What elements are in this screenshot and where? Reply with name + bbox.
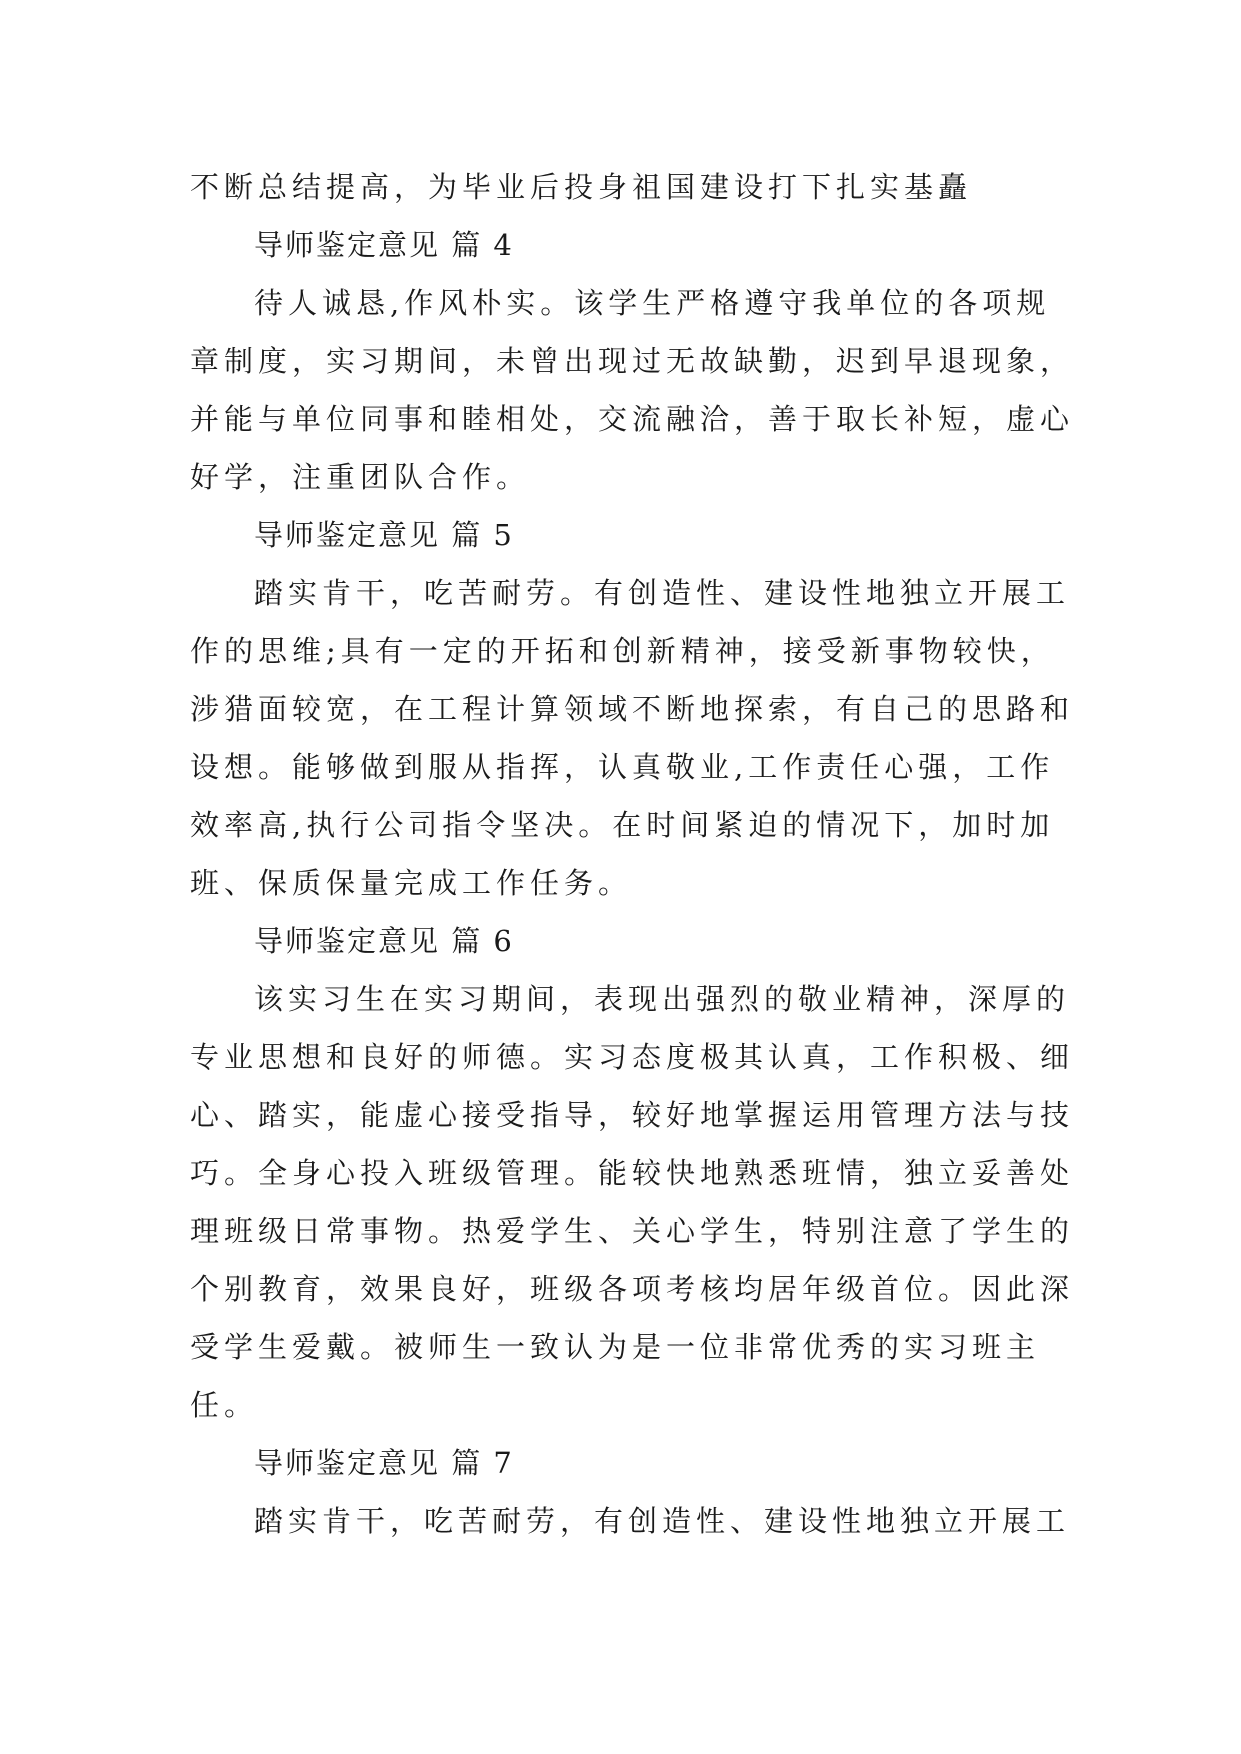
paragraph-line: 该实习生在实习期间，表现出强烈的敬业精神，深厚的 xyxy=(254,982,1071,1016)
paragraph-line: 待人诚恳,作风朴实。该学生严格遵守我单位的各项规 xyxy=(254,286,1051,320)
section-heading: 导师鉴定意见 篇 4 xyxy=(254,228,514,262)
paragraph-line: 并能与单位同事和睦相处，交流融洽，善于取长补短，虚心 xyxy=(190,402,1075,436)
paragraph-line: 好学，注重团队合作。 xyxy=(190,460,531,494)
paragraph-line: 不断总结提高，为毕业后投身祖国建设打下扎实基矗 xyxy=(190,170,973,204)
paragraph-line: 任。 xyxy=(190,1388,259,1422)
paragraph-line: 作的思维;具有一定的开拓和创新精神，接受新事物较快， xyxy=(190,634,1055,668)
section-heading: 导师鉴定意见 篇 5 xyxy=(254,518,514,552)
section-heading: 导师鉴定意见 篇 7 xyxy=(254,1446,514,1480)
paragraph-line: 章制度，实习期间，未曾出现过无故缺勤，迟到早退现象， xyxy=(190,344,1075,378)
paragraph-line: 涉猎面较宽，在工程计算领域不断地探索，有自己的思路和 xyxy=(190,692,1075,726)
paragraph-line: 理班级日常事物。热爱学生、关心学生，特别注意了学生的 xyxy=(190,1214,1075,1248)
paragraph-line: 心、踏实，能虚心接受指导，较好地掌握运用管理方法与技 xyxy=(190,1098,1075,1132)
paragraph-line: 班、保质保量完成工作任务。 xyxy=(190,866,633,900)
document-body xyxy=(190,158,1075,1550)
paragraph-line: 个别教育，效果良好，班级各项考核均居年级首位。因此深 xyxy=(190,1272,1075,1306)
paragraph-line: 效率高,执行公司指令坚决。在时间紧迫的情况下，加时加 xyxy=(190,808,1055,842)
section-heading: 导师鉴定意见 篇 6 xyxy=(254,924,514,958)
paragraph-line: 设想。能够做到服从指挥，认真敬业,工作责任心强，工作 xyxy=(190,750,1055,784)
paragraph-line: 巧。全身心投入班级管理。能较快地熟悉班情，独立妥善处 xyxy=(190,1156,1075,1190)
paragraph-line: 踏实肯干，吃苦耐劳，有创造性、建设性地独立开展工 xyxy=(254,1504,1071,1538)
paragraph-line: 踏实肯干，吃苦耐劳。有创造性、建设性地独立开展工 xyxy=(254,576,1071,610)
paragraph-line: 受学生爱戴。被师生一致认为是一位非常优秀的实习班主 xyxy=(190,1330,1041,1364)
paragraph-line: 专业思想和良好的师德。实习态度极其认真，工作积极、细 xyxy=(190,1040,1075,1074)
